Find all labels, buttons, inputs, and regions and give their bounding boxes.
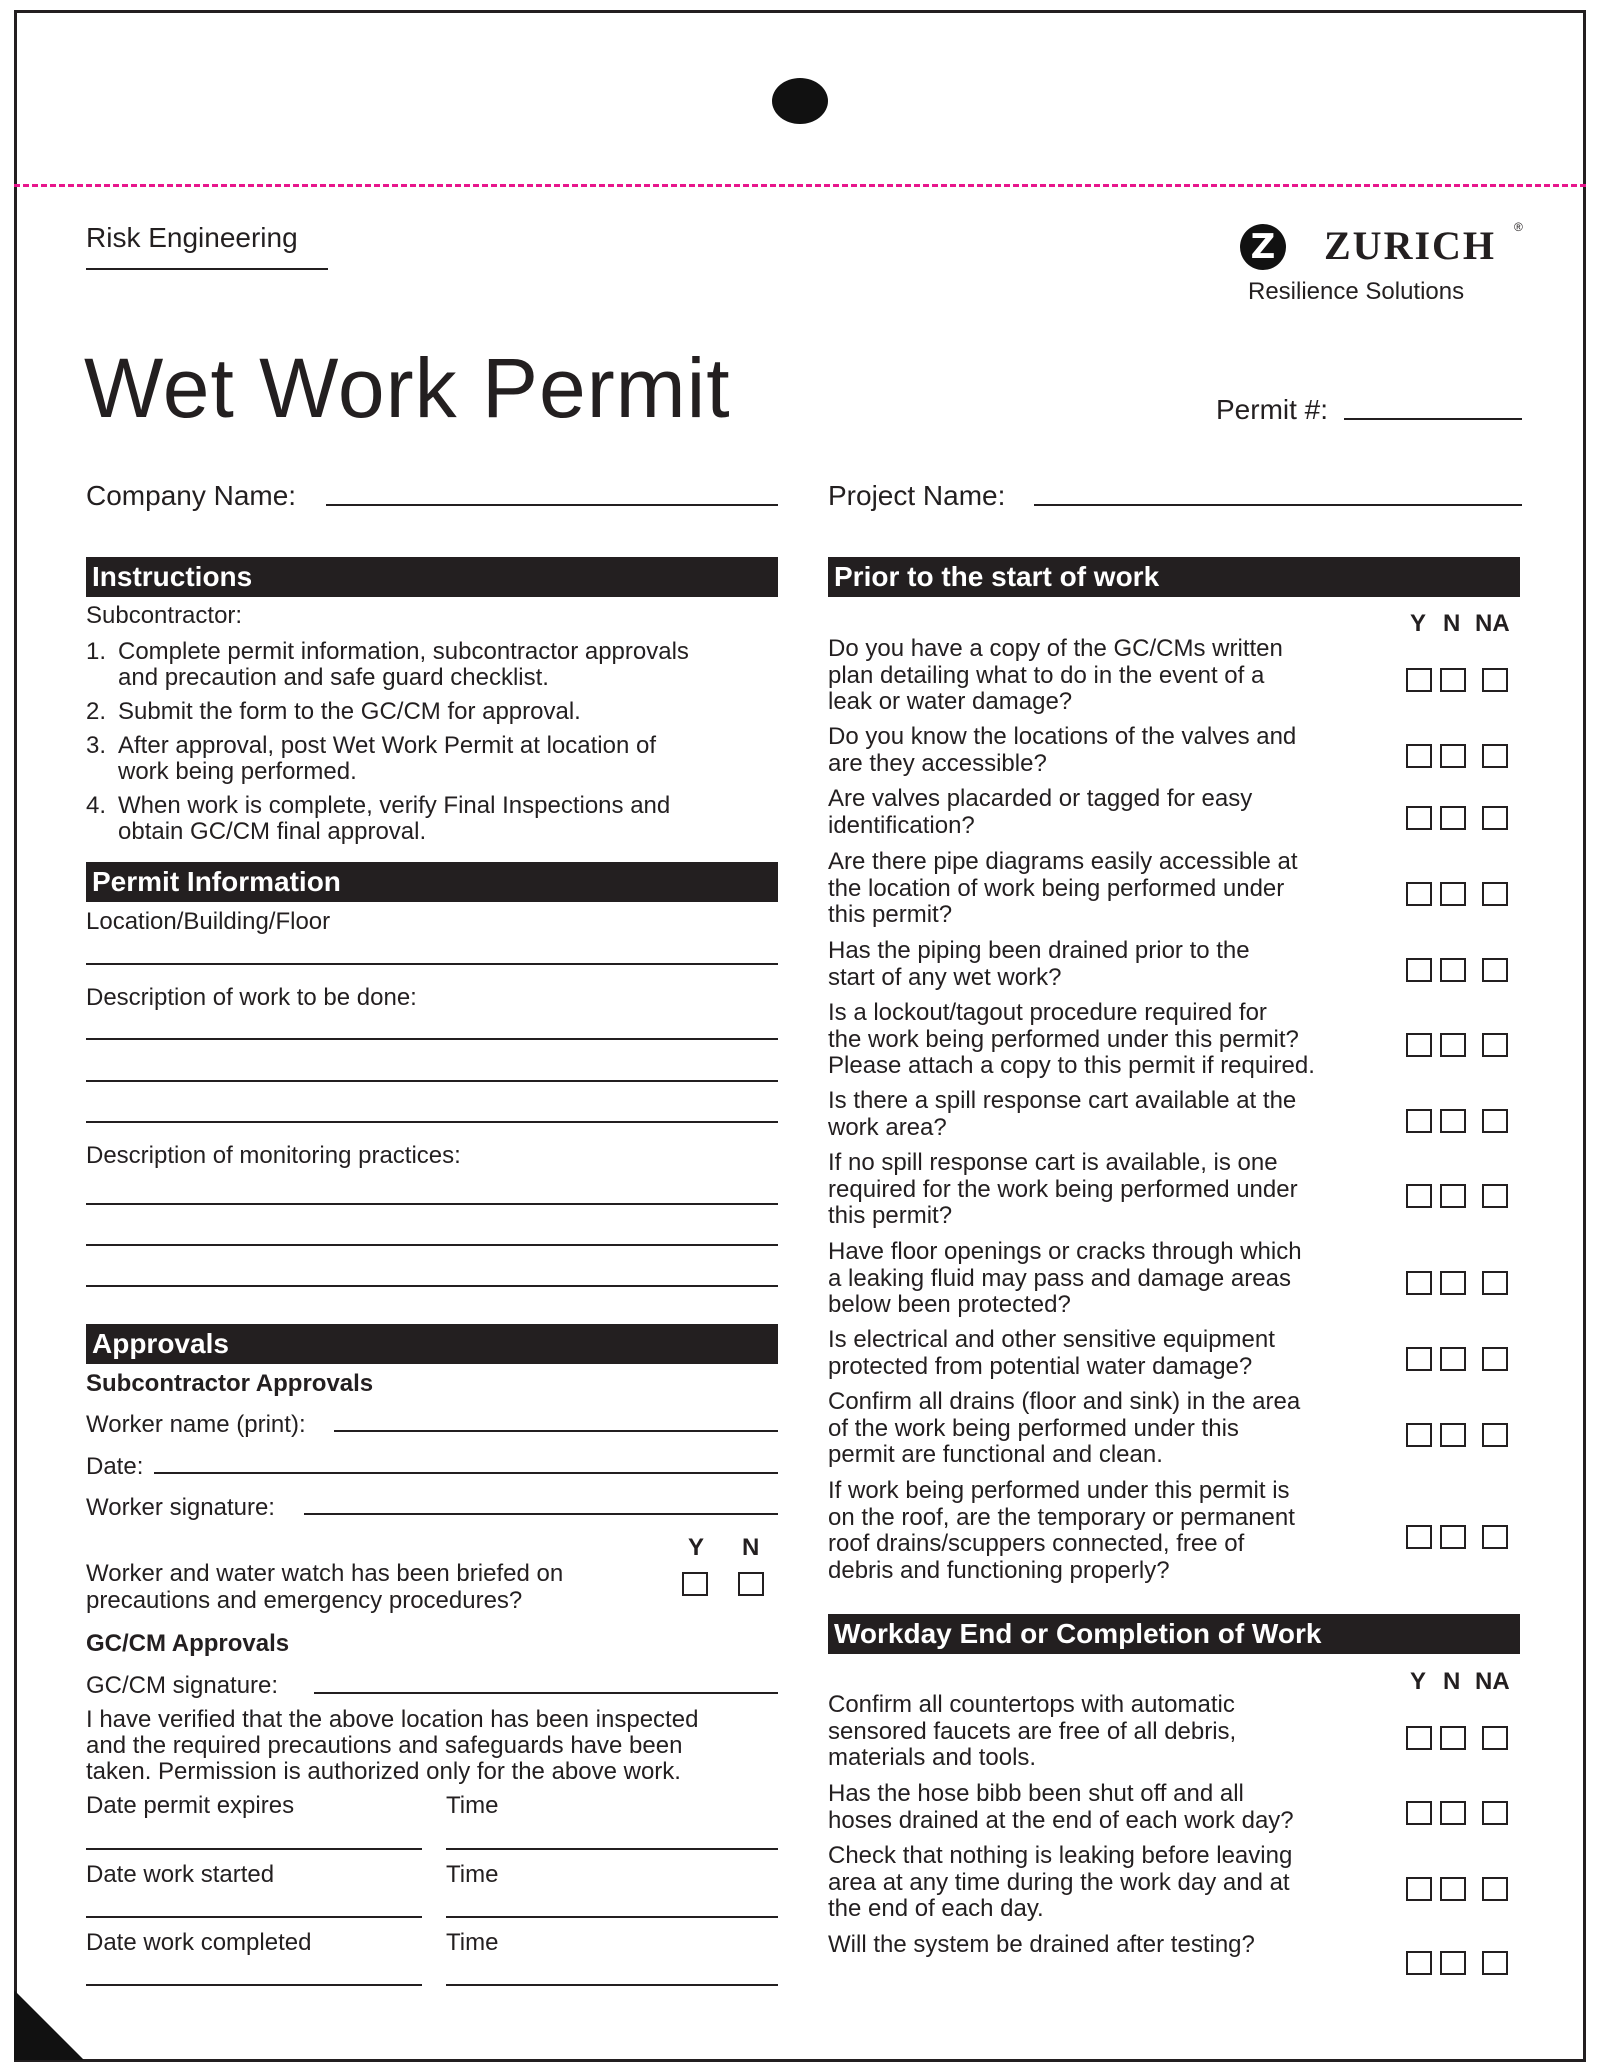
prior-question-11: permit are functional and clean. <box>828 1441 1163 1468</box>
prior-question-7-na-checkbox[interactable] <box>1482 1109 1508 1133</box>
date-expires-label: Date permit expires <box>86 1792 295 1819</box>
no-column-label: N <box>1443 1668 1461 1695</box>
worker-signature-label: Worker signature: <box>86 1494 275 1521</box>
completion-question-2: Has the hose bibb been shut off and all <box>828 1780 1244 1807</box>
prior-question-2: Do you know the locations of the valves and <box>828 723 1297 750</box>
worker-signature-field[interactable] <box>304 1513 778 1515</box>
completion-question-3-na-checkbox[interactable] <box>1482 1877 1508 1901</box>
prior-question-3-yes-checkbox[interactable] <box>1406 806 1432 830</box>
time-started-field[interactable] <box>446 1916 778 1918</box>
completion-question-2-yes-checkbox[interactable] <box>1406 1801 1432 1825</box>
completion-question-3: the end of each day. <box>828 1895 1044 1922</box>
prior-question-12: on the roof, are the temporary or permanent <box>828 1503 1295 1531</box>
worker-name-label: Worker name (print): <box>86 1411 306 1438</box>
prior-question-1: leak or water damage? <box>828 688 1073 715</box>
date-completed-label: Date work completed <box>86 1929 312 1956</box>
monitoring-label: Description of monitoring practices: <box>86 1142 461 1169</box>
gccm-signature-field[interactable] <box>314 1692 778 1694</box>
work-description-line[interactable] <box>86 1121 778 1123</box>
prior-question-5: start of any wet work? <box>828 963 1062 991</box>
completion-question-4-no-checkbox[interactable] <box>1440 1951 1466 1975</box>
step-number: 1. <box>86 638 107 665</box>
monitoring-line[interactable] <box>86 1244 778 1246</box>
completion-question-1-yes-checkbox[interactable] <box>1406 1726 1432 1750</box>
briefed-question: Worker and water watch has been briefed on <box>86 1560 564 1587</box>
yes-column-label: Y <box>1410 1668 1427 1695</box>
date-completed-field[interactable] <box>86 1984 422 1986</box>
project-name-field[interactable] <box>1034 504 1522 506</box>
time-label: Time <box>446 1792 499 1819</box>
prior-question-1-na-checkbox[interactable] <box>1482 668 1508 692</box>
permit-number-field[interactable] <box>1344 418 1522 420</box>
prior-question-1-yes-checkbox[interactable] <box>1406 668 1432 692</box>
location-label: Location/Building/Floor <box>86 908 331 935</box>
prior-question-12: roof drains/scuppers connected, free of <box>828 1530 1245 1557</box>
prior-question-7-no-checkbox[interactable] <box>1440 1109 1466 1133</box>
briefed-no-checkbox[interactable] <box>738 1572 764 1596</box>
prior-question-9-yes-checkbox[interactable] <box>1406 1271 1432 1295</box>
prior-question-11-na-checkbox[interactable] <box>1482 1423 1508 1447</box>
prior-question-12-na-checkbox[interactable] <box>1482 1525 1508 1549</box>
step-text: Complete permit information, subcontractor approvals <box>118 638 689 665</box>
prior-question-2-no-checkbox[interactable] <box>1440 744 1466 768</box>
department-label: Risk Engineering <box>86 222 298 253</box>
company-name-field[interactable] <box>326 504 778 506</box>
prior-question-4: Are there pipe diagrams easily accessible at <box>828 848 1298 875</box>
prior-question-7: work area? <box>828 1113 947 1141</box>
yes-column-label: Y <box>1410 610 1427 637</box>
step-text: After approval, post Wet Work Permit at location of <box>118 732 657 759</box>
subcontractor-approvals-heading: Subcontractor Approvals <box>86 1370 374 1397</box>
prior-question-1: Do you have a copy of the GC/CMs written <box>828 635 1283 662</box>
prior-question-2-na-checkbox[interactable] <box>1482 744 1508 768</box>
hanger-hole <box>772 78 828 124</box>
prior-question-12-yes-checkbox[interactable] <box>1406 1525 1432 1549</box>
work-description-line[interactable] <box>86 1080 778 1082</box>
briefed-question: precautions and emergency procedures? <box>86 1587 523 1614</box>
no-column-label: N <box>742 1534 760 1561</box>
prior-question-9: Have floor openings or cracks through which <box>828 1238 1302 1265</box>
prior-question-8: required for the work being performed under <box>828 1175 1298 1203</box>
completion-question-1-na-checkbox[interactable] <box>1482 1726 1508 1750</box>
completion-question-4-na-checkbox[interactable] <box>1482 1951 1508 1975</box>
approvals-heading: Approvals <box>86 1324 778 1364</box>
time-completed-field[interactable] <box>446 1984 778 1986</box>
step-number: 4. <box>86 792 107 819</box>
gccm-approvals-heading: GC/CM Approvals <box>86 1630 290 1657</box>
department-underline <box>86 268 328 270</box>
completion-question-2-no-checkbox[interactable] <box>1440 1801 1466 1825</box>
verification-statement: I have verified that the above location has been inspected <box>86 1706 699 1733</box>
date-started-field[interactable] <box>86 1916 422 1918</box>
prior-question-5: Has the piping been drained prior to the <box>828 937 1250 964</box>
prior-to-start-heading: Prior to the start of work <box>828 557 1520 597</box>
prior-question-10: protected from potential water damage? <box>828 1352 1253 1380</box>
prior-question-5-no-checkbox[interactable] <box>1440 958 1466 982</box>
prior-question-10-yes-checkbox[interactable] <box>1406 1347 1432 1371</box>
prior-question-8: If no spill response cart is available, is one <box>828 1149 1278 1176</box>
date-field[interactable] <box>154 1472 778 1474</box>
brand-subtitle: Resilience Solutions <box>1248 278 1465 305</box>
prior-question-7: Is there a spill response cart available at the <box>828 1087 1297 1114</box>
prior-question-7-yes-checkbox[interactable] <box>1406 1109 1432 1133</box>
project-name-label: Project Name: <box>828 480 1006 511</box>
na-column-label: NA <box>1475 1668 1510 1695</box>
time-label: Time <box>446 1861 499 1888</box>
prior-question-3: Are valves placarded or tagged for easy <box>828 785 1253 812</box>
prior-question-4-na-checkbox[interactable] <box>1482 882 1508 906</box>
monitoring-line[interactable] <box>86 1203 778 1205</box>
prior-question-6: Is a lockout/tagout procedure required for <box>828 999 1267 1026</box>
no-column-label: N <box>1443 610 1461 637</box>
completion-question-1: sensored faucets are free of all debris, <box>828 1717 1237 1745</box>
work-description-line[interactable] <box>86 1038 778 1040</box>
company-name-label: Company Name: <box>86 480 297 511</box>
prior-question-5-yes-checkbox[interactable] <box>1406 958 1432 982</box>
prior-question-11-no-checkbox[interactable] <box>1440 1423 1466 1447</box>
prior-question-12: debris and functioning properly? <box>828 1556 1170 1584</box>
completion-question-2-na-checkbox[interactable] <box>1482 1801 1508 1825</box>
prior-question-6-no-checkbox[interactable] <box>1440 1033 1466 1057</box>
completion-question-3-no-checkbox[interactable] <box>1440 1877 1466 1901</box>
yes-column-label: Y <box>688 1534 705 1561</box>
completion-question-3: Check that nothing is leaking before leaving <box>828 1842 1293 1869</box>
prior-question-4: the location of work being performed under <box>828 874 1285 902</box>
na-column-label: NA <box>1475 610 1510 637</box>
completion-question-1: materials and tools. <box>828 1744 1037 1771</box>
prior-question-6: Please attach a copy to this permit if required. <box>828 1052 1315 1079</box>
step-text: Submit the form to the GC/CM for approval. <box>118 698 581 725</box>
completion-question-4-yes-checkbox[interactable] <box>1406 1951 1432 1975</box>
step-text: and precaution and safe guard checklist. <box>118 664 549 691</box>
prior-question-11-yes-checkbox[interactable] <box>1406 1423 1432 1447</box>
prior-question-10-no-checkbox[interactable] <box>1440 1347 1466 1371</box>
prior-question-3-no-checkbox[interactable] <box>1440 806 1466 830</box>
page-title: Wet Work Permit <box>84 341 731 435</box>
prior-question-11: Confirm all drains (floor and sink) in the area <box>828 1388 1301 1415</box>
prior-question-12-no-checkbox[interactable] <box>1440 1525 1466 1549</box>
prior-question-11: of the work being performed under this <box>828 1414 1239 1442</box>
time-expires-field[interactable] <box>446 1848 778 1850</box>
completion-question-3: area at any time during the work day and at <box>828 1868 1290 1896</box>
step-text: When work is complete, verify Final Inspections and <box>118 792 671 819</box>
completion-question-1: Confirm all countertops with automatic <box>828 1691 1235 1718</box>
step-number: 3. <box>86 732 107 759</box>
permit-number-label: Permit #: <box>1216 394 1329 425</box>
verification-statement: taken. Permission is authorized only for the above work. <box>86 1758 681 1785</box>
completion-question-4: Will the system be drained after testing? <box>828 1931 1255 1958</box>
prior-question-8-no-checkbox[interactable] <box>1440 1184 1466 1208</box>
zurich-logo <box>1240 222 1530 312</box>
prior-question-1: plan detailing what to do in the event of a <box>828 661 1265 689</box>
location-field[interactable] <box>86 963 778 965</box>
date-expires-field[interactable] <box>86 1848 422 1850</box>
prior-question-4-yes-checkbox[interactable] <box>1406 882 1432 906</box>
completion-question-2: hoses drained at the end of each work day? <box>828 1806 1294 1834</box>
time-label: Time <box>446 1929 499 1956</box>
briefed-yes-checkbox[interactable] <box>682 1572 708 1596</box>
worker-name-field[interactable] <box>334 1430 778 1432</box>
prior-question-3: identification? <box>828 811 975 839</box>
prior-question-10-na-checkbox[interactable] <box>1482 1347 1508 1371</box>
prior-question-9-na-checkbox[interactable] <box>1482 1271 1508 1295</box>
completion-heading: Workday End or Completion of Work <box>828 1614 1520 1654</box>
completion-question-1-no-checkbox[interactable] <box>1440 1726 1466 1750</box>
verification-statement: and the required precautions and safeguards have been <box>86 1732 683 1759</box>
prior-question-2-yes-checkbox[interactable] <box>1406 744 1432 768</box>
prior-question-9: below been protected? <box>828 1291 1071 1318</box>
brand-name: ZURICH <box>1324 223 1497 268</box>
prior-question-6: the work being performed under this permit? <box>828 1025 1299 1053</box>
prior-question-12: If work being performed under this permit is <box>828 1477 1290 1504</box>
step-text: obtain GC/CM final approval. <box>118 818 427 845</box>
monitoring-line[interactable] <box>86 1285 778 1287</box>
prior-question-6-yes-checkbox[interactable] <box>1406 1033 1432 1057</box>
registered-mark: ® <box>1514 220 1523 234</box>
prior-question-4: this permit? <box>828 901 953 928</box>
prior-question-9-no-checkbox[interactable] <box>1440 1271 1466 1295</box>
date-started-label: Date work started <box>86 1861 275 1888</box>
work-description-label: Description of work to be done: <box>86 984 417 1011</box>
instructions-intro: Subcontractor: <box>86 602 243 629</box>
corner-mark <box>14 1990 84 2060</box>
step-text: work being performed. <box>118 758 357 785</box>
date-label: Date: <box>86 1453 144 1480</box>
gccm-signature-label: GC/CM signature: <box>86 1672 279 1699</box>
prior-question-10: Is electrical and other sensitive equipment <box>828 1326 1275 1353</box>
prior-question-8-yes-checkbox[interactable] <box>1406 1184 1432 1208</box>
permit-information-heading: Permit Information <box>86 862 778 902</box>
prior-question-6-na-checkbox[interactable] <box>1482 1033 1508 1057</box>
perforation-line <box>14 184 1586 187</box>
step-number: 2. <box>86 698 107 725</box>
instructions-heading: Instructions <box>86 557 778 597</box>
completion-question-3-yes-checkbox[interactable] <box>1406 1877 1432 1901</box>
prior-question-3-na-checkbox[interactable] <box>1482 806 1508 830</box>
prior-question-1-no-checkbox[interactable] <box>1440 668 1466 692</box>
prior-question-8: this permit? <box>828 1202 953 1229</box>
prior-question-2: are they accessible? <box>828 749 1047 777</box>
prior-question-4-no-checkbox[interactable] <box>1440 882 1466 906</box>
prior-question-8-na-checkbox[interactable] <box>1482 1184 1508 1208</box>
prior-question-5-na-checkbox[interactable] <box>1482 958 1508 982</box>
zurich-logo-icon: Z <box>1240 224 1286 270</box>
prior-question-9: a leaking fluid may pass and damage areas <box>828 1264 1291 1292</box>
